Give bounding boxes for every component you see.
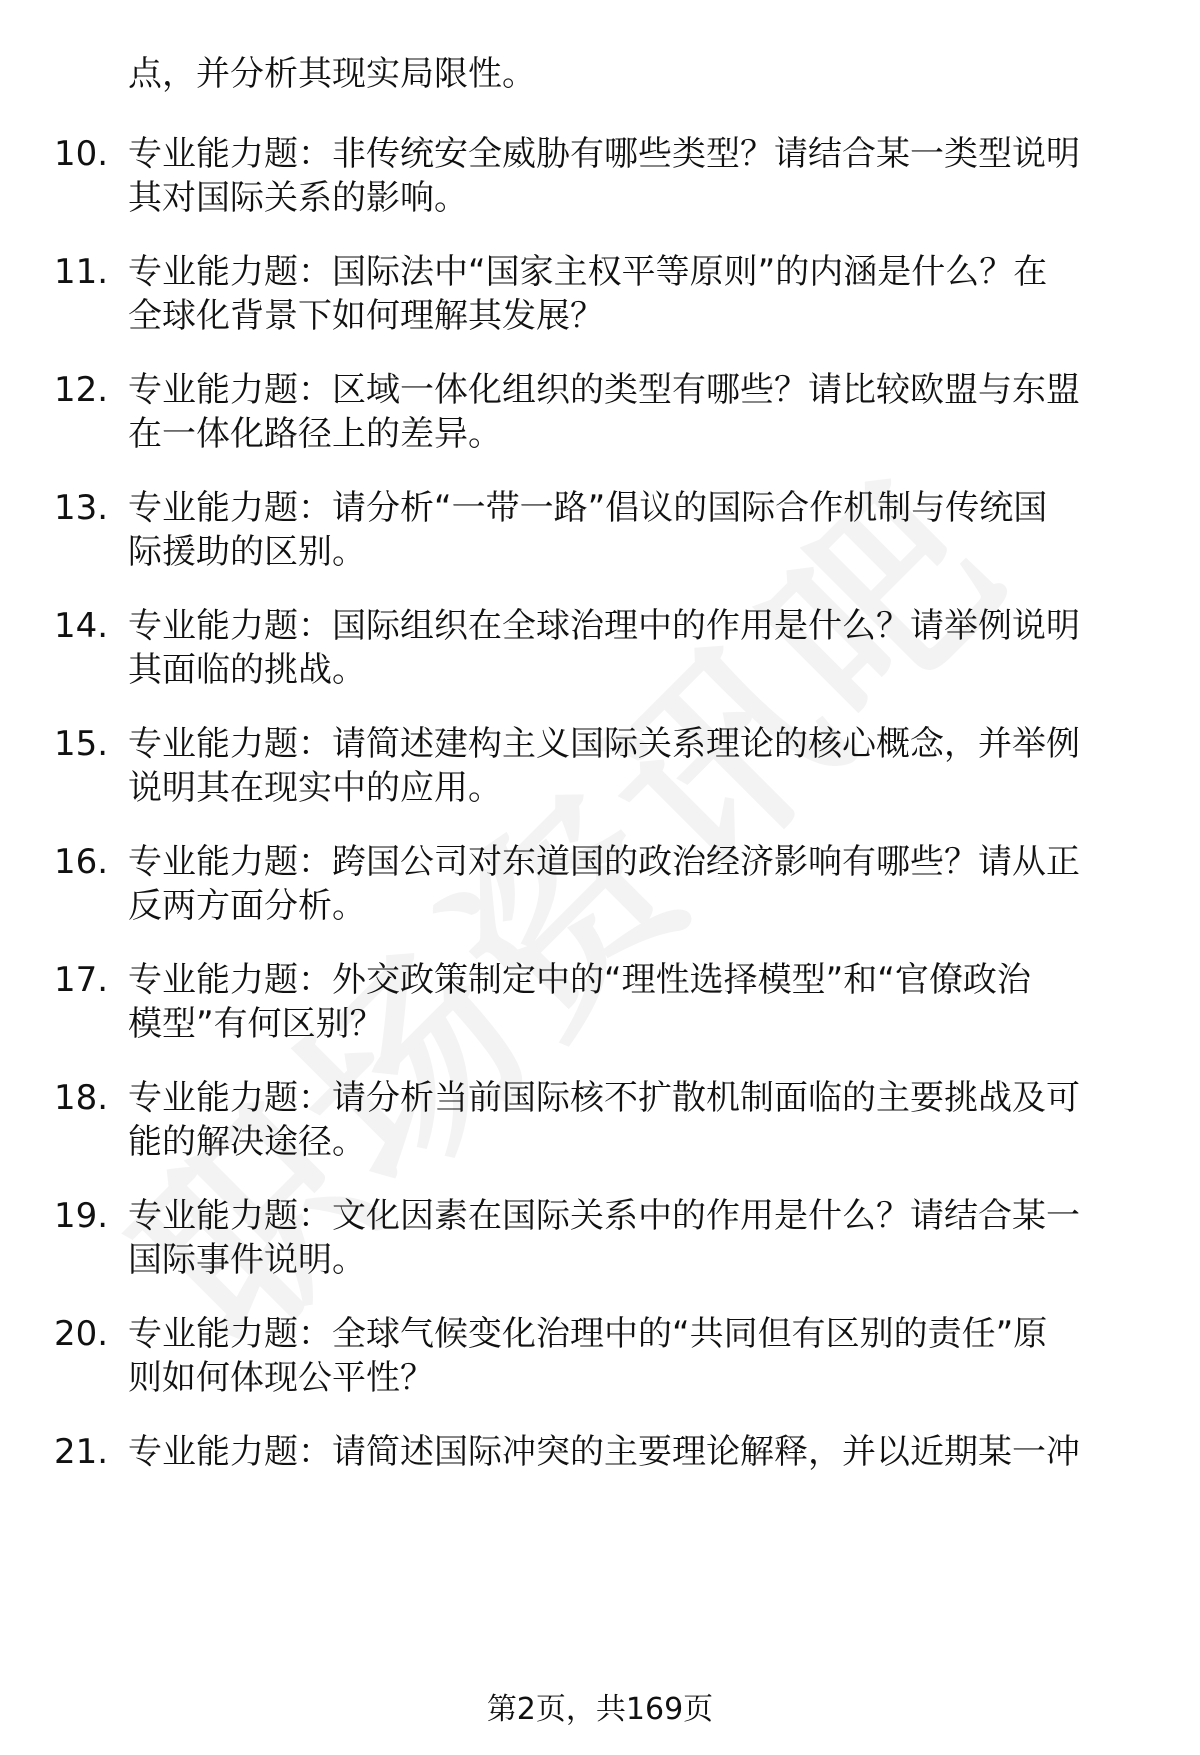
question-text-line2: 在一体化路径上的差异。 bbox=[128, 414, 502, 454]
question-number: 19. bbox=[54, 1196, 109, 1236]
fragment-text: 点，并分析其现实局限性。 bbox=[128, 54, 536, 94]
question-number: 12. bbox=[54, 370, 109, 410]
question-text-line2: 其面临的挑战。 bbox=[128, 650, 366, 690]
question-text-line1: 专业能力题：请简述国际冲突的主要理论解释，并以近期某一冲 bbox=[128, 1432, 1080, 1472]
question-text-line1: 专业能力题：区域一体化组织的类型有哪些？请比较欧盟与东盟 bbox=[128, 370, 1080, 410]
page-footer: 第2页，共169页 bbox=[486, 1692, 714, 1727]
question-text-line1: 专业能力题：国际组织在全球治理中的作用是什么？请举例说明 bbox=[128, 606, 1080, 646]
question-text-line2: 说明其在现实中的应用。 bbox=[128, 768, 502, 808]
question-text-line1: 专业能力题：请简述建构主义国际关系理论的核心概念，并举例 bbox=[128, 724, 1080, 764]
question-text-line1: 专业能力题：跨国公司对东道国的政治经济影响有哪些？请从正 bbox=[128, 842, 1080, 882]
question-text-line2: 际援助的区别。 bbox=[128, 532, 366, 572]
question-number: 13. bbox=[54, 488, 109, 528]
question-number: 10. bbox=[54, 134, 109, 174]
question-text-line1: 专业能力题：外交政策制定中的“理性选择模型”和“官僚政治 bbox=[128, 960, 1031, 1000]
question-text-line1: 专业能力题：请分析当前国际核不扩散机制面临的主要挑战及可 bbox=[128, 1078, 1080, 1118]
question-text-line2: 国际事件说明。 bbox=[128, 1240, 366, 1280]
question-text-line1: 专业能力题：全球气候变化治理中的“共同但有区别的责任”原 bbox=[128, 1314, 1048, 1354]
question-number: 17. bbox=[54, 960, 109, 1000]
question-number: 15. bbox=[54, 724, 109, 764]
question-number: 11. bbox=[54, 252, 109, 292]
question-text-line2: 其对国际关系的影响。 bbox=[128, 178, 468, 218]
question-text-line2: 则如何体现公平性？ bbox=[128, 1358, 434, 1398]
question-text-line2: 模型”有何区别？ bbox=[128, 1004, 384, 1044]
question-number: 16. bbox=[54, 842, 109, 882]
question-text-line1: 专业能力题：国际法中“国家主权平等原则”的内涵是什么？在 bbox=[128, 252, 1048, 292]
question-number: 20. bbox=[54, 1314, 109, 1354]
question-text-line2: 全球化背景下如何理解其发展？ bbox=[128, 296, 604, 336]
question-number: 18. bbox=[54, 1078, 109, 1118]
question-text-line1: 专业能力题：非传统安全威胁有哪些类型？请结合某一类型说明 bbox=[128, 134, 1080, 174]
question-text-line2: 能的解决途径。 bbox=[128, 1122, 366, 1162]
question-number: 14. bbox=[54, 606, 109, 646]
question-text-line1: 专业能力题：请分析“一带一路”倡议的国际合作机制与传统国 bbox=[128, 488, 1048, 528]
question-text-line1: 专业能力题：文化因素在国际关系中的作用是什么？请结合某一 bbox=[128, 1196, 1080, 1236]
question-number: 21. bbox=[54, 1432, 109, 1472]
question-text-line2: 反两方面分析。 bbox=[128, 886, 366, 926]
